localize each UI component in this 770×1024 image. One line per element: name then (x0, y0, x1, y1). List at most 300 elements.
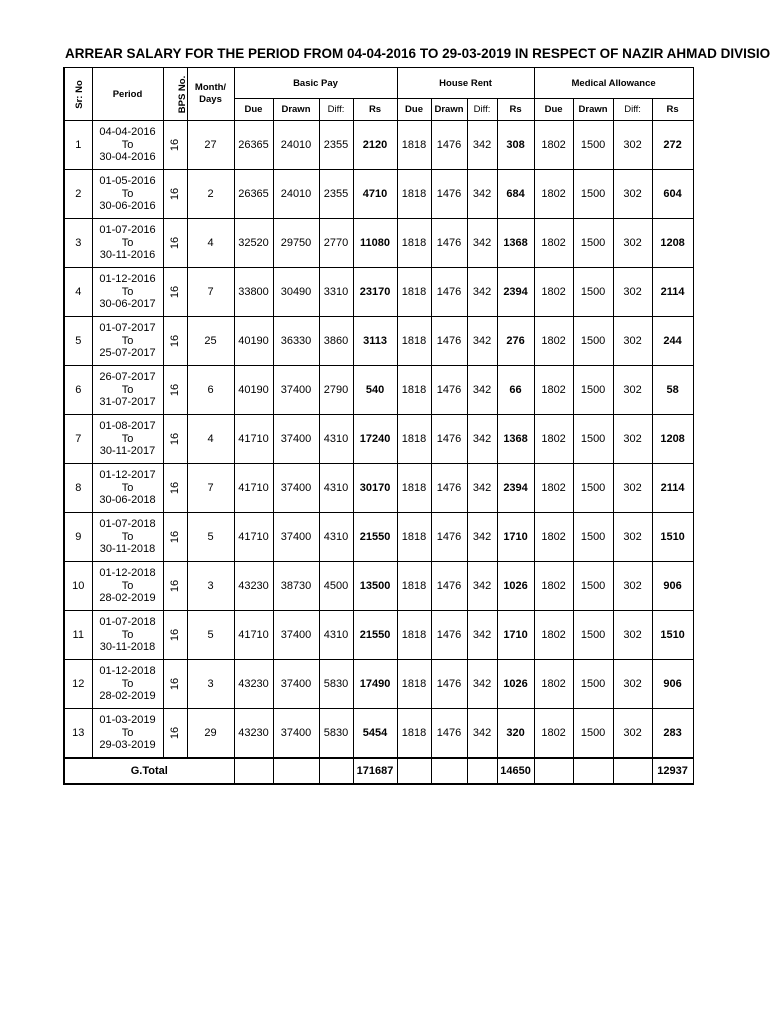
total-cell (397, 758, 431, 784)
ma-rs-cell: 2114 (652, 268, 693, 317)
hr-drawn-cell: 1476 (431, 513, 467, 562)
period-to: 30-11-2018 (99, 543, 156, 556)
ma-due-cell: 1802 (534, 513, 573, 562)
hr-rs-cell: 320 (497, 709, 534, 759)
period-cell (92, 170, 163, 219)
ma-due-cell: 1802 (534, 219, 573, 268)
period-from: 26-07-2017 (99, 371, 156, 384)
period-to-word: To (121, 138, 134, 151)
period-from: 01-07-2018 (99, 518, 156, 531)
table-row (64, 415, 693, 464)
sr-no-cell: 1 (64, 121, 92, 170)
period-to: 30-11-2018 (99, 641, 156, 654)
hr-drawn-cell: 1476 (431, 366, 467, 415)
table-row (64, 513, 693, 562)
hr-diff-cell: 342 (467, 366, 497, 415)
period-from: 01-07-2018 (99, 616, 156, 629)
table-row (64, 121, 693, 170)
bps-cell (163, 317, 187, 366)
period-from: 01-07-2017 (99, 322, 156, 335)
table-row (64, 464, 693, 513)
bp-diff-cell: 2770 (319, 219, 353, 268)
hr-due-cell: 1818 (397, 709, 431, 759)
ma-rs-cell: 283 (652, 709, 693, 759)
bp-due-cell: 41710 (234, 415, 273, 464)
bp-rs-cell: 5454 (353, 709, 397, 759)
bps-cell (163, 219, 187, 268)
hr-rs-cell: 1368 (497, 219, 534, 268)
sr-no-cell: 9 (64, 513, 92, 562)
table-row (64, 562, 693, 611)
bps-value: 16 (169, 187, 181, 201)
hr-due-cell: 1818 (397, 366, 431, 415)
period-from: 01-12-2018 (99, 665, 156, 678)
total-basic-pay: 171687 (353, 758, 397, 784)
period-cell (92, 464, 163, 513)
ma-due-cell: 1802 (534, 317, 573, 366)
bps-value: 16 (169, 726, 181, 740)
ma-drawn-cell: 1500 (573, 121, 613, 170)
sr-no-cell: 2 (64, 170, 92, 219)
table-row (64, 660, 693, 709)
total-cell (319, 758, 353, 784)
days-cell: 29 (187, 709, 234, 759)
bp-drawn-cell: 30490 (273, 268, 319, 317)
bp-rs-cell: 21550 (353, 611, 397, 660)
ma-diff-cell: 302 (613, 464, 652, 513)
hr-due-cell: 1818 (397, 121, 431, 170)
ma-rs-cell: 906 (652, 562, 693, 611)
hr-drawn-cell: 1476 (431, 317, 467, 366)
total-medical: 12937 (652, 758, 693, 784)
days-cell: 25 (187, 317, 234, 366)
hr-rs-cell: 2394 (497, 268, 534, 317)
table-row (64, 709, 693, 759)
bp-drawn-cell: 38730 (273, 562, 319, 611)
period-to: 30-11-2016 (99, 249, 156, 262)
ma-due-cell: 1802 (534, 562, 573, 611)
hr-drawn-cell: 1476 (431, 562, 467, 611)
ma-rs-cell: 604 (652, 170, 693, 219)
sr-no-cell: 10 (64, 562, 92, 611)
hr-rs-cell: 276 (497, 317, 534, 366)
total-cell (273, 758, 319, 784)
arrear-salary-table (63, 67, 694, 785)
sr-no-cell: 6 (64, 366, 92, 415)
period-to-word: To (121, 579, 134, 592)
bps-value: 16 (169, 530, 181, 544)
days-cell: 5 (187, 513, 234, 562)
period-from: 01-08-2017 (99, 420, 156, 433)
hr-due-cell: 1818 (397, 219, 431, 268)
ma-rs-cell: 2114 (652, 464, 693, 513)
hr-due-header: Due (397, 99, 431, 121)
house-rent-header: House Rent (397, 68, 534, 99)
period-from: 01-07-2016 (99, 224, 156, 237)
hr-diff-cell: 342 (467, 562, 497, 611)
ma-diff-cell: 302 (613, 219, 652, 268)
period-cell (92, 317, 163, 366)
hr-due-cell: 1818 (397, 268, 431, 317)
bp-diff-cell: 3860 (319, 317, 353, 366)
table-body (64, 121, 693, 759)
hr-diff-cell: 342 (467, 219, 497, 268)
bps-cell (163, 562, 187, 611)
period-to: 29-03-2019 (99, 739, 156, 752)
bp-diff-cell: 4310 (319, 464, 353, 513)
bp-drawn-cell: 29750 (273, 219, 319, 268)
medical-allowance-header: Medical Allowance (534, 68, 693, 99)
period-to-word: To (121, 383, 134, 396)
bp-diff-header: Diff: (319, 99, 353, 121)
bp-drawn-cell: 37400 (273, 513, 319, 562)
period-cell (92, 562, 163, 611)
total-cell (234, 758, 273, 784)
total-cell (534, 758, 573, 784)
hr-rs-cell: 66 (497, 366, 534, 415)
hr-due-cell: 1818 (397, 513, 431, 562)
bp-due-cell: 41710 (234, 513, 273, 562)
sr-no-cell: 12 (64, 660, 92, 709)
bp-rs-header: Rs (353, 99, 397, 121)
period-to-word: To (121, 481, 134, 494)
period-from: 04-04-2016 (99, 126, 156, 139)
total-cell (613, 758, 652, 784)
hr-diff-cell: 342 (467, 660, 497, 709)
bps-value: 16 (169, 677, 181, 691)
ma-drawn-cell: 1500 (573, 170, 613, 219)
days-cell: 2 (187, 170, 234, 219)
bp-rs-cell: 2120 (353, 121, 397, 170)
bps-value: 16 (169, 334, 181, 348)
days-cell: 3 (187, 660, 234, 709)
hr-drawn-cell: 1476 (431, 709, 467, 759)
bp-due-cell: 40190 (234, 317, 273, 366)
hr-diff-cell: 342 (467, 121, 497, 170)
bp-rs-cell: 4710 (353, 170, 397, 219)
days-cell: 7 (187, 464, 234, 513)
ma-due-cell: 1802 (534, 611, 573, 660)
bp-drawn-cell: 36330 (273, 317, 319, 366)
hr-rs-cell: 2394 (497, 464, 534, 513)
bp-due-header: Due (234, 99, 273, 121)
days-cell: 3 (187, 562, 234, 611)
bp-due-cell: 32520 (234, 219, 273, 268)
hr-rs-cell: 1026 (497, 562, 534, 611)
period-to-word: To (121, 432, 134, 445)
table-row (64, 219, 693, 268)
bp-rs-cell: 13500 (353, 562, 397, 611)
ma-rs-cell: 272 (652, 121, 693, 170)
ma-diff-cell: 302 (613, 709, 652, 759)
hr-drawn-cell: 1476 (431, 268, 467, 317)
hr-drawn-cell: 1476 (431, 464, 467, 513)
bps-value: 16 (169, 383, 181, 397)
bps-value: 16 (169, 285, 181, 299)
ma-diff-cell: 302 (613, 268, 652, 317)
bp-due-cell: 43230 (234, 660, 273, 709)
ma-diff-cell: 302 (613, 121, 652, 170)
period-to: 25-07-2017 (99, 347, 156, 360)
bp-diff-cell: 4310 (319, 513, 353, 562)
bps-value: 16 (169, 432, 181, 446)
total-cell (467, 758, 497, 784)
bps-value: 16 (169, 628, 181, 642)
hr-drawn-header: Drawn (431, 99, 467, 121)
days-cell: 5 (187, 611, 234, 660)
total-cell (431, 758, 467, 784)
ma-diff-cell: 302 (613, 366, 652, 415)
bp-due-cell: 26365 (234, 121, 273, 170)
hr-rs-cell: 1026 (497, 660, 534, 709)
days-cell: 6 (187, 366, 234, 415)
grand-total-row (64, 758, 693, 784)
period-from: 01-12-2018 (99, 567, 156, 580)
bp-due-cell: 26365 (234, 170, 273, 219)
period-to-word: To (121, 677, 134, 690)
bp-diff-cell: 4310 (319, 611, 353, 660)
arrear-table-container (63, 67, 692, 785)
ma-drawn-cell: 1500 (573, 415, 613, 464)
bp-rs-cell: 23170 (353, 268, 397, 317)
ma-due-cell: 1802 (534, 170, 573, 219)
ma-diff-cell: 302 (613, 660, 652, 709)
hr-diff-cell: 342 (467, 611, 497, 660)
bps-header: BPS No. (163, 68, 187, 121)
bp-diff-cell: 3310 (319, 268, 353, 317)
hr-due-cell: 1818 (397, 170, 431, 219)
ma-rs-cell: 58 (652, 366, 693, 415)
table-row (64, 268, 693, 317)
sr-no-cell: 11 (64, 611, 92, 660)
period-cell (92, 709, 163, 759)
bp-drawn-header: Drawn (273, 99, 319, 121)
bp-rs-cell: 21550 (353, 513, 397, 562)
hr-diff-cell: 342 (467, 709, 497, 759)
hr-rs-header: Rs (497, 99, 534, 121)
hr-rs-cell: 1710 (497, 611, 534, 660)
hr-due-cell: 1818 (397, 415, 431, 464)
hr-rs-cell: 1710 (497, 513, 534, 562)
period-to: 30-11-2017 (99, 445, 156, 458)
hr-rs-cell: 1368 (497, 415, 534, 464)
ma-rs-cell: 1208 (652, 415, 693, 464)
grand-total-label: G.Total (64, 758, 234, 784)
bp-rs-cell: 540 (353, 366, 397, 415)
ma-rs-cell: 1510 (652, 611, 693, 660)
ma-due-cell: 1802 (534, 464, 573, 513)
bp-due-cell: 41710 (234, 464, 273, 513)
bp-drawn-cell: 37400 (273, 660, 319, 709)
hr-drawn-cell: 1476 (431, 170, 467, 219)
bps-value: 16 (169, 138, 181, 152)
bp-diff-cell: 5830 (319, 709, 353, 759)
sr-no-cell: 3 (64, 219, 92, 268)
period-cell (92, 611, 163, 660)
bp-due-cell: 41710 (234, 611, 273, 660)
period-to-word: To (121, 285, 134, 298)
hr-drawn-cell: 1476 (431, 121, 467, 170)
hr-diff-cell: 342 (467, 464, 497, 513)
ma-diff-cell: 302 (613, 415, 652, 464)
bp-rs-cell: 3113 (353, 317, 397, 366)
period-cell (92, 268, 163, 317)
bps-cell (163, 121, 187, 170)
ma-due-cell: 1802 (534, 415, 573, 464)
ma-drawn-cell: 1500 (573, 366, 613, 415)
bp-rs-cell: 11080 (353, 219, 397, 268)
bp-diff-cell: 2355 (319, 121, 353, 170)
ma-due-cell: 1802 (534, 121, 573, 170)
ma-drawn-cell: 1500 (573, 317, 613, 366)
sr-no-cell: 13 (64, 709, 92, 759)
period-to: 31-07-2017 (99, 396, 156, 409)
period-from: 01-12-2017 (99, 469, 156, 482)
hr-diff-cell: 342 (467, 268, 497, 317)
bp-diff-cell: 2355 (319, 170, 353, 219)
period-cell (92, 660, 163, 709)
ma-rs-header: Rs (652, 99, 693, 121)
bp-due-cell: 43230 (234, 562, 273, 611)
hr-drawn-cell: 1476 (431, 611, 467, 660)
days-cell: 4 (187, 415, 234, 464)
bps-cell (163, 464, 187, 513)
period-cell (92, 219, 163, 268)
ma-due-cell: 1802 (534, 709, 573, 759)
ma-diff-cell: 302 (613, 170, 652, 219)
hr-due-cell: 1818 (397, 317, 431, 366)
bps-cell (163, 366, 187, 415)
days-cell: 7 (187, 268, 234, 317)
period-to-word: To (121, 726, 134, 739)
hr-diff-header: Diff: (467, 99, 497, 121)
ma-drawn-cell: 1500 (573, 513, 613, 562)
ma-drawn-cell: 1500 (573, 709, 613, 759)
hr-due-cell: 1818 (397, 611, 431, 660)
bps-cell (163, 660, 187, 709)
bp-drawn-cell: 37400 (273, 415, 319, 464)
ma-rs-cell: 906 (652, 660, 693, 709)
bps-value: 16 (169, 579, 181, 593)
bp-rs-cell: 30170 (353, 464, 397, 513)
ma-diff-cell: 302 (613, 513, 652, 562)
hr-rs-cell: 684 (497, 170, 534, 219)
period-from: 01-12-2016 (99, 273, 156, 286)
period-to-word: To (121, 628, 134, 641)
table-row (64, 317, 693, 366)
hr-due-cell: 1818 (397, 660, 431, 709)
period-cell (92, 121, 163, 170)
bps-cell (163, 268, 187, 317)
hr-due-cell: 1818 (397, 562, 431, 611)
hr-rs-cell: 308 (497, 121, 534, 170)
hr-diff-cell: 342 (467, 415, 497, 464)
bps-cell (163, 415, 187, 464)
hr-diff-cell: 342 (467, 317, 497, 366)
period-to: 30-06-2017 (99, 298, 156, 311)
ma-diff-cell: 302 (613, 611, 652, 660)
sr-no-cell: 8 (64, 464, 92, 513)
bp-drawn-cell: 37400 (273, 366, 319, 415)
period-from: 01-05-2016 (99, 175, 156, 188)
ma-rs-cell: 244 (652, 317, 693, 366)
bps-cell (163, 513, 187, 562)
bp-due-cell: 40190 (234, 366, 273, 415)
period-cell (92, 366, 163, 415)
ma-drawn-cell: 1500 (573, 611, 613, 660)
month-days-header: Month/ Days (187, 68, 234, 121)
bp-drawn-cell: 24010 (273, 170, 319, 219)
total-cell (573, 758, 613, 784)
ma-diff-header: Diff: (613, 99, 652, 121)
ma-drawn-cell: 1500 (573, 464, 613, 513)
days-cell: 4 (187, 219, 234, 268)
period-to: 28-02-2019 (99, 690, 156, 703)
period-cell (92, 415, 163, 464)
days-cell: 27 (187, 121, 234, 170)
bp-rs-cell: 17490 (353, 660, 397, 709)
sr-no-header: Sr: No (64, 68, 92, 121)
bp-drawn-cell: 24010 (273, 121, 319, 170)
ma-diff-cell: 302 (613, 562, 652, 611)
hr-due-cell: 1818 (397, 464, 431, 513)
bp-diff-cell: 4500 (319, 562, 353, 611)
bp-drawn-cell: 37400 (273, 709, 319, 759)
table-row (64, 170, 693, 219)
period-to-word: To (121, 236, 134, 249)
ma-drawn-cell: 1500 (573, 660, 613, 709)
ma-diff-cell: 302 (613, 317, 652, 366)
period-header: Period (92, 68, 163, 121)
bps-cell (163, 709, 187, 759)
bp-due-cell: 43230 (234, 709, 273, 759)
table-row (64, 366, 693, 415)
period-cell (92, 513, 163, 562)
ma-rs-cell: 1208 (652, 219, 693, 268)
ma-rs-cell: 1510 (652, 513, 693, 562)
bps-value: 16 (169, 481, 181, 495)
hr-diff-cell: 342 (467, 170, 497, 219)
period-from: 01-03-2019 (99, 714, 156, 727)
period-to: 28-02-2019 (99, 592, 156, 605)
period-to-word: To (121, 187, 134, 200)
hr-drawn-cell: 1476 (431, 415, 467, 464)
period-to: 30-06-2016 (99, 200, 156, 213)
bps-cell (163, 170, 187, 219)
sr-no-cell: 5 (64, 317, 92, 366)
period-to-word: To (121, 334, 134, 347)
hr-drawn-cell: 1476 (431, 219, 467, 268)
ma-due-cell: 1802 (534, 366, 573, 415)
bp-drawn-cell: 37400 (273, 611, 319, 660)
total-house-rent: 14650 (497, 758, 534, 784)
period-to: 30-06-2018 (99, 494, 156, 507)
document-title: ARREAR SALARY FOR THE PERIOD FROM 04-04-2016 TO 29-03-2019 IN RESPECT OF NAZIR AHMAD DIVISIO (65, 46, 770, 61)
bp-drawn-cell: 37400 (273, 464, 319, 513)
sr-no-cell: 4 (64, 268, 92, 317)
ma-drawn-cell: 1500 (573, 562, 613, 611)
ma-drawn-cell: 1500 (573, 268, 613, 317)
ma-due-cell: 1802 (534, 660, 573, 709)
ma-due-header: Due (534, 99, 573, 121)
ma-drawn-header: Drawn (573, 99, 613, 121)
bp-diff-cell: 5830 (319, 660, 353, 709)
ma-drawn-cell: 1500 (573, 219, 613, 268)
hr-drawn-cell: 1476 (431, 660, 467, 709)
bp-rs-cell: 17240 (353, 415, 397, 464)
table-row (64, 611, 693, 660)
bps-cell (163, 611, 187, 660)
